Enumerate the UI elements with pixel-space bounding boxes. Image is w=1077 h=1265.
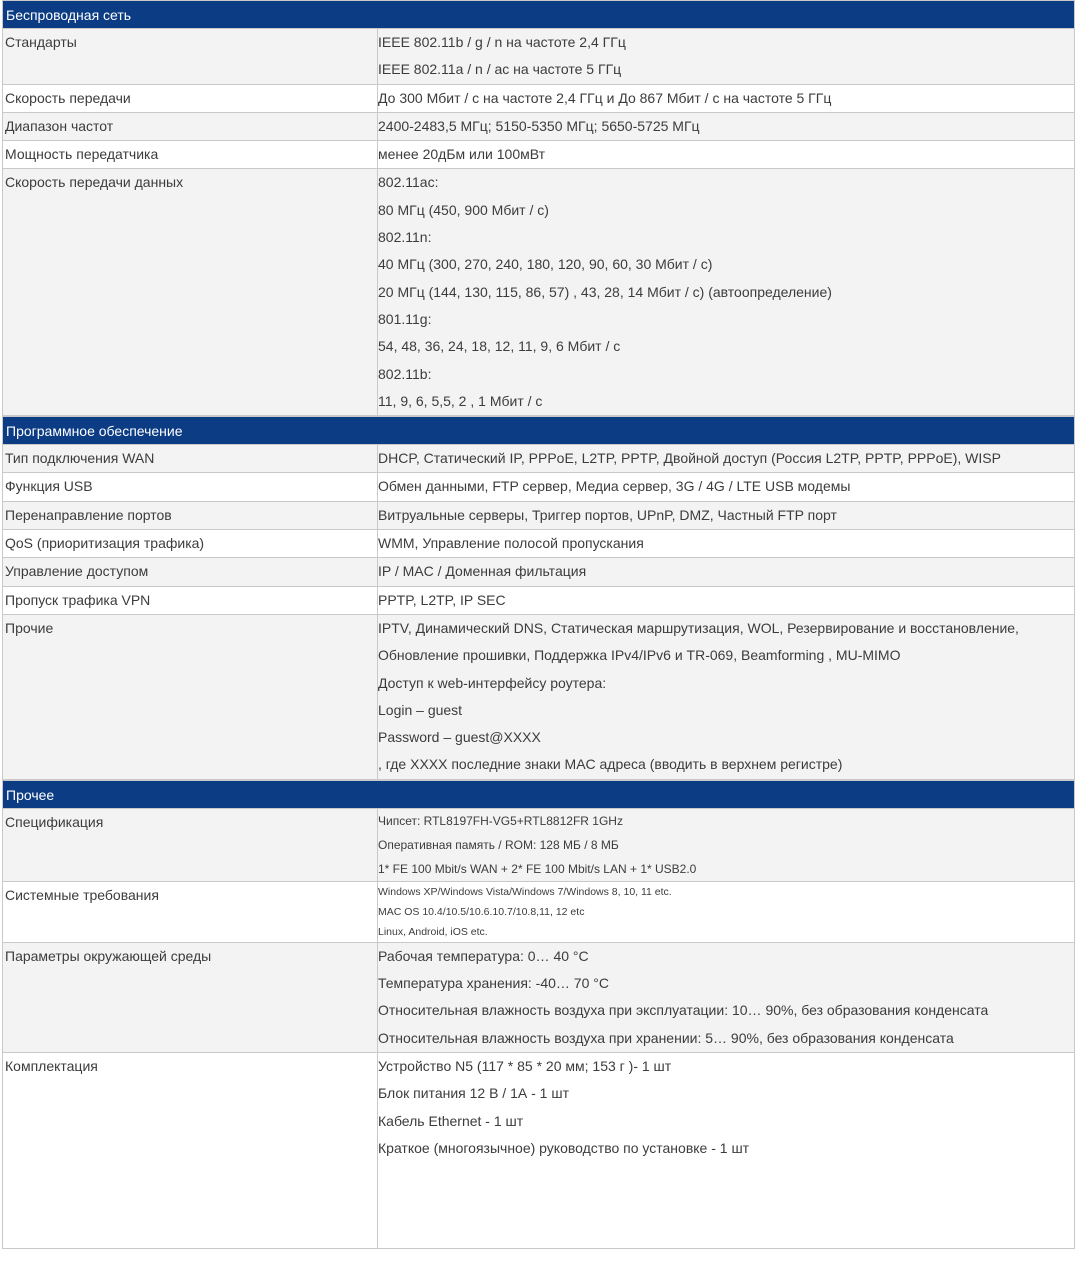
value-line: Относительная влажность воздуха при эксплуатации: 10… 90%, без образования конденсата [378,1002,989,1019]
row-value [377,113,1075,141]
row-label: Управление доступом [2,558,377,586]
row-value [377,809,1075,882]
table-row [2,502,1075,530]
value-line: До 300 Мбит / с на частоте 2,4 ГГц и До 867 Мбит / с на частоте 5 ГГц [378,89,832,106]
row-value [377,29,1075,85]
value-line: Обмен данными, FTP сервер, Медиа сервер, 3G / 4G / LTE USB модемы [378,478,851,495]
row-label: Тип подключения WAN [2,445,377,473]
value-line: Чипсет: RTL8197FH-VG5+RTL8812FR 1GHz [378,813,623,828]
value-line: 20 МГц (144, 130, 115, 86, 57) , 43, 28, 14 Мбит / с) (автоопределение) [378,283,832,300]
value-line: , где XXXX последние знаки MAC адреса (вводить в верхнем регистре) [378,756,843,773]
row-value [377,85,1075,113]
table-row [2,809,1075,882]
row-value [377,530,1075,558]
value-line: 40 МГц (300, 270, 240, 180, 120, 90, 60, 30 Мбит / с) [378,256,713,273]
row-value [377,169,1075,416]
value-line: IP / MAC / Доменная фильтация [378,563,587,580]
table-row [2,530,1075,558]
value-line: Краткое (многоязычное) руководство по установке - 1 шт [378,1139,750,1156]
row-value [377,445,1075,473]
value-line: PPTP, L2TP, IP SEC [378,591,506,608]
value-line: Рабочая температура: 0… 40 °C [378,947,589,964]
row-label: Параметры окружающей среды [2,943,377,1053]
row-value [377,882,1075,943]
table-row [2,615,1075,780]
spec-table [2,0,1075,1249]
row-label: Стандарты [2,29,377,85]
value-line: менее 20дБм или 100мВт [378,146,546,163]
table-row [2,445,1075,473]
row-label: Пропуск трафика VPN [2,587,377,615]
value-line: Блок питания 12 В / 1А - 1 шт [378,1085,569,1102]
table-row [2,169,1075,416]
section-header: Прочее [2,780,1075,809]
value-line: Доступ к web-интерфейсу роутера: [378,674,607,691]
value-line: WMM, Управление полосой пропускания [378,535,644,552]
row-label: Скорость передачи данных [2,169,377,416]
value-line: IEEE 802.11b / g / n на частоте 2,4 ГГц [378,34,626,50]
row-value [377,141,1075,169]
value-line: 11, 9, 6, 5,5, 2 , 1 Мбит / с [378,392,543,409]
section-header: Программное обеспечение [2,416,1075,445]
row-value [377,473,1075,501]
value-line: Оперативная память / ROM: 128 МБ / 8 МБ [378,837,619,852]
table-row [2,882,1075,943]
row-label: Функция USB [2,473,377,501]
value-line: Обновление прошивки, Поддержка IPv4/IPv6 и TR-069, Beamforming , MU-MIMO [378,647,901,664]
table-row [2,558,1075,586]
row-label: Комплектация [2,1053,377,1249]
row-value [377,1053,1075,1249]
row-label: Системные требования [2,882,377,943]
row-value [377,615,1075,780]
row-value [377,558,1075,586]
value-line: 1* FE 100 Mbit/s WAN + 2* FE 100 Mbit/s LAN + 1* USB2.0 [378,861,697,876]
table-row [2,85,1075,113]
table-row [2,113,1075,141]
value-line: IPTV, Динамический DNS, Статическая маршрутизация, WOL, Резервирование и восстановление, [378,619,1019,636]
value-line: Относительная влажность воздуха при хранении: 5… 90%, без образования конденсата [378,1029,954,1046]
value-line: Password – guest@XXXX [378,729,541,746]
row-label: Скорость передачи [2,85,377,113]
table-row [2,1053,1075,1249]
value-line: Устройство N5 (117 * 85 * 20 мм; 153 г )- 1 шт [378,1057,672,1074]
row-value [377,502,1075,530]
row-label: Прочие [2,615,377,780]
value-line: 801.11g: [378,310,432,327]
row-label: Диапазон частот [2,113,377,141]
row-label: QoS (приоритизация трафика) [2,530,377,558]
value-line: Linux, Android, iOS etc. [378,925,488,938]
value-line: Температура хранения: -40… 70 °C [378,975,609,992]
row-label: Мощность передатчика [2,141,377,169]
value-line: Витруальные серверы, Триггер портов, UPnP, DMZ, Частный FTP порт [378,506,837,523]
value-line: 802.11n: [378,229,432,246]
value-line: Windows XP/Windows Vista/Windows 7/Windows 8, 10, 11 etc. [378,885,672,898]
value-line: MAC OS 10.4/10.5/10.6.10.7/10.8,11, 12 etc [378,905,585,918]
value-line: IEEE 802.11a / n / ac на частоте 5 ГГц [378,61,622,78]
row-value [377,943,1075,1053]
value-line: 2400-2483,5 МГц; 5150-5350 МГц; 5650-5725 МГц [378,117,700,134]
value-line: DHCP, Статический IP, PPPoE, L2TP, PPTP, Двойной доступ (Россия L2TP, PPTP, PPPoE), WISP [378,450,1001,467]
table-row [2,29,1075,85]
table-row [2,587,1075,615]
row-value [377,587,1075,615]
value-line: 802.11b: [378,365,432,382]
table-row [2,141,1075,169]
value-line: Login – guest [378,701,463,718]
table-row [2,943,1075,1053]
value-line: 80 МГц (450, 900 Мбит / с) [378,201,549,218]
row-label: Перенаправление портов [2,502,377,530]
value-line: 54, 48, 36, 24, 18, 12, 11, 9, 6 Мбит / с [378,338,621,355]
value-line: Кабель Ethernet - 1 шт [378,1112,524,1129]
row-label: Спецификация [2,809,377,882]
table-row [2,473,1075,501]
section-header: Беспроводная сеть [2,0,1075,29]
value-line: 802.11ac: [378,174,439,191]
